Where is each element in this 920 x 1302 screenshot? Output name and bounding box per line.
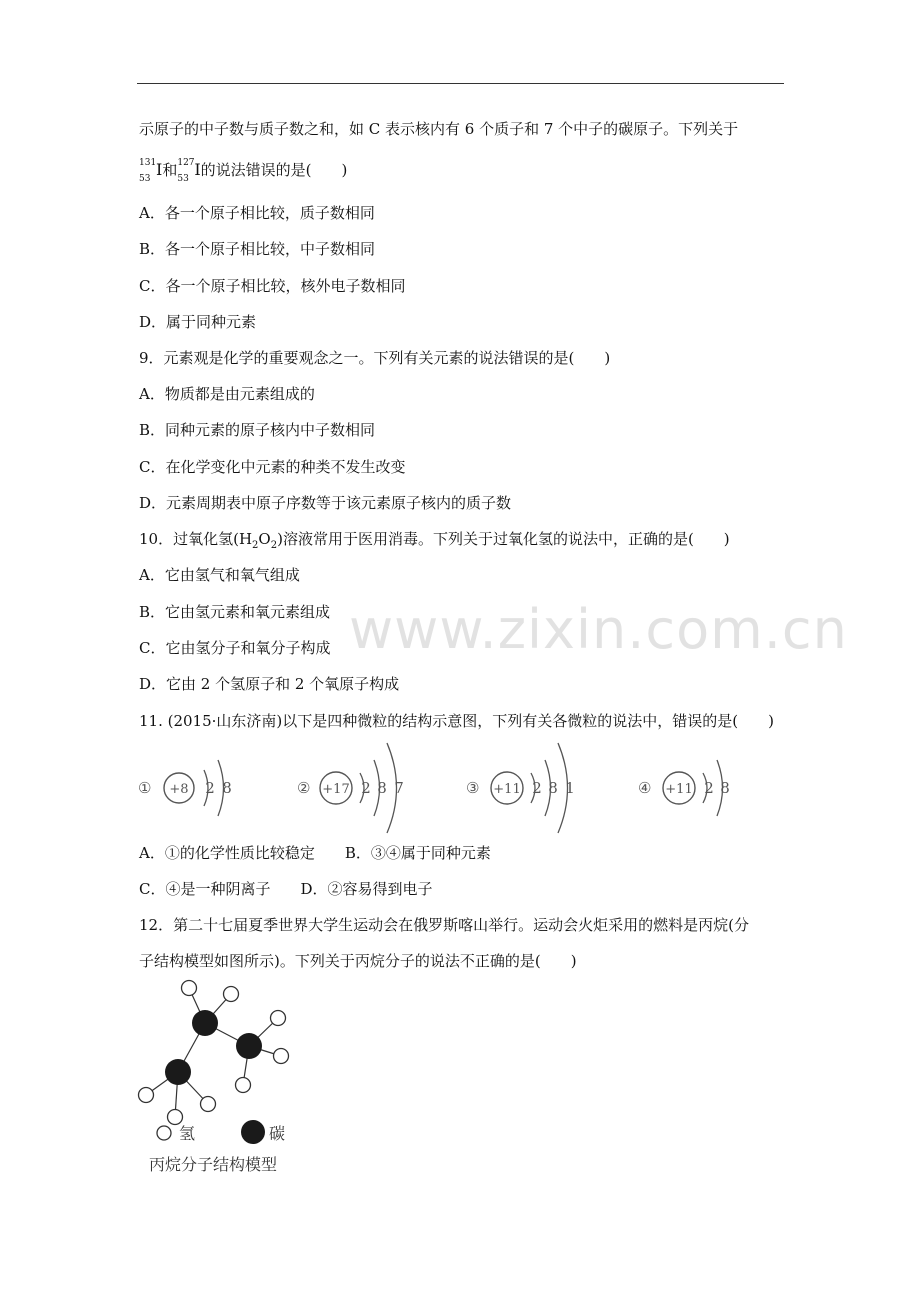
molecule-legend: [149, 1120, 285, 1174]
q11-options-row1: A．①的化学性质比较稳定 B．③④属于同种元素: [139, 844, 491, 862]
svg-text:8: 8: [222, 779, 232, 797]
q12-stem-line1: 12．第二十七届夏季世界大学生运动会在俄罗斯喀山举行。运动会火炬采用的燃料是丙烷(分: [139, 916, 749, 934]
figure-caption: 丙烷分子结构模型: [149, 1155, 278, 1174]
atom-diagram-3: [466, 743, 575, 833]
q9-option-a: A．物质都是由元素组成的: [139, 385, 315, 403]
hydrogen-legend-icon: [157, 1126, 171, 1140]
q10-option-c: C．它由氢分子和氧分子构成: [139, 639, 331, 657]
atom-diagram-2: [297, 743, 404, 833]
q10-option-a: A．它由氢气和氧气组成: [139, 566, 300, 584]
q8-stem-line2: 131 53 I和 127 53 I的说法错误的是( ): [139, 158, 348, 184]
svg-text:碳: 碳: [269, 1124, 286, 1143]
hydrogen-atoms: [139, 981, 289, 1125]
isotope-i131: 131 53 I: [139, 158, 163, 184]
svg-text:+17: +17: [322, 782, 350, 797]
q8-option-d: D．属于同种元素: [139, 313, 257, 331]
svg-text:8: 8: [377, 779, 387, 797]
propane-molecule-model: [132, 976, 322, 1176]
q8-option-a: A．各一个原子相比较，质子数相同: [139, 204, 375, 222]
carbon-legend-icon: [241, 1120, 265, 1144]
svg-text:7: 7: [394, 779, 404, 797]
atom-diagram-4: [638, 760, 730, 816]
q12-stem-line2: 子结构模型如图所示)。下列关于丙烷分子的说法不正确的是( ): [139, 952, 577, 970]
isotope-i127: 127 53 I: [177, 158, 201, 184]
q8-option-b: B．各一个原子相比较，中子数相同: [139, 240, 376, 258]
atomic-structure-diagrams: [130, 738, 770, 838]
watermark: www.zixin.com.cn: [349, 598, 848, 661]
svg-text:2: 2: [704, 779, 714, 797]
q8-stem-line1: 示原子的中子数与质子数之和，如 C 表示核内有 6 个质子和 7 个中子的碳原子。下列关于: [139, 120, 739, 138]
q9-option-b: B．同种元素的原子核内中子数相同: [139, 421, 376, 439]
carbon-atoms: [165, 1010, 262, 1085]
atom-diagram-1: [138, 760, 232, 816]
q9-option-c: C．在化学变化中元素的种类不发生改变: [139, 458, 406, 476]
q8-option-c: C．各一个原子相比较，核外电子数相同: [139, 277, 406, 295]
svg-text:+8: +8: [169, 782, 189, 797]
svg-text:8: 8: [720, 779, 730, 797]
svg-text:2: 2: [205, 779, 215, 797]
svg-text:④: ④: [638, 779, 652, 797]
q11-options-row2: C．④是一种阴离子 D．②容易得到电子: [139, 880, 433, 898]
q9-option-d: D．元素周期表中原子序数等于该元素原子核内的质子数: [139, 494, 512, 512]
q9-stem: 9．元素观是化学的重要观念之一。下列有关元素的说法错误的是( ): [139, 349, 611, 367]
q10-stem: 10．过氧化氢$(H_2O_2)$溶液常用于医用消毒。下列关于过氧化氢的说法中，正确的是( ): [139, 530, 730, 551]
svg-text:8: 8: [548, 779, 558, 797]
svg-text:①: ①: [138, 779, 152, 797]
svg-text:②: ②: [297, 779, 311, 797]
q11-stem: 11. (2015·山东济南)以下是四种微粒的结构示意图，下列有关各微粒的说法中，错误的是( ): [139, 712, 774, 730]
svg-text:+11: +11: [493, 782, 521, 797]
svg-text:+11: +11: [665, 782, 693, 797]
header-rule: [137, 83, 784, 84]
q10-option-d: D．它由 2 个氢原子和 2 个氧原子构成: [139, 675, 400, 693]
svg-text:2: 2: [532, 779, 542, 797]
svg-text:③: ③: [466, 779, 480, 797]
svg-text:2: 2: [361, 779, 371, 797]
svg-text:1: 1: [565, 779, 575, 797]
svg-text:氢: 氢: [179, 1124, 196, 1143]
q10-option-b: B．它由氢元素和氧元素组成: [139, 603, 331, 621]
